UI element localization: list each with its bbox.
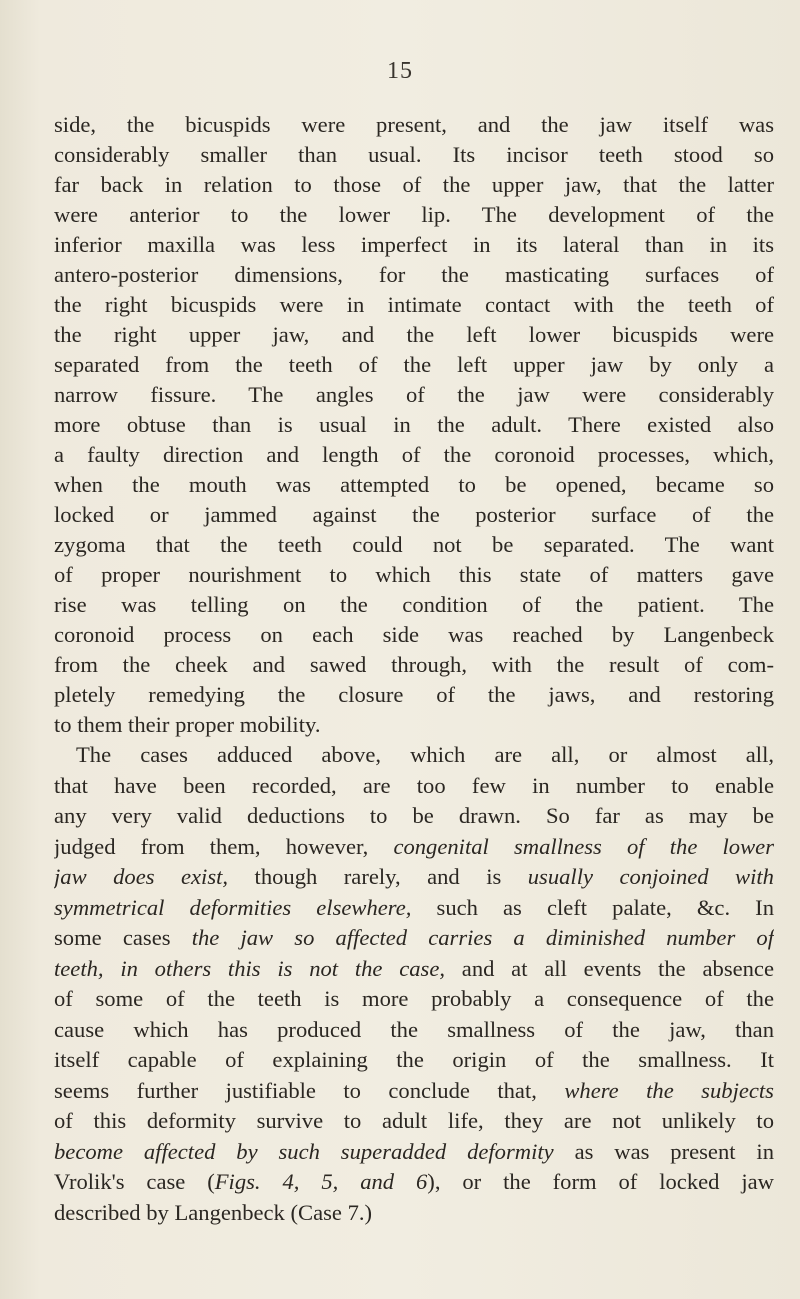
text-line — [54, 862, 774, 893]
text-run: Vrolik's case ( — [54, 1169, 215, 1194]
text-line: from the cheek and sawed through, with the result of com- — [54, 652, 774, 677]
text-line — [54, 832, 774, 863]
text-line: any very valid deductions to be drawn. So far as may be — [54, 803, 774, 828]
text-line: coronoid process on each side was reached by Langenbeck — [54, 622, 774, 647]
text-line — [54, 893, 774, 924]
text-line — [54, 923, 774, 954]
text-line: inferior maxilla was less imperfect in its lateral than in its — [54, 232, 774, 257]
text-line: when the mouth was attempted to be opened, became so — [54, 472, 774, 497]
text-run: seems further justifiable to conclude that, — [54, 1077, 565, 1103]
text-line: cause which has produced the smallness of the jaw, than — [54, 1016, 774, 1042]
text-line: more obtuse than is usual in the adult. There existed also — [54, 412, 774, 437]
paragraph-2 — [54, 740, 774, 1228]
text-line: itself capable of explaining the origin of the smallness. It — [54, 1047, 774, 1072]
text-run: and at all events the absence — [445, 955, 774, 981]
text-line: zygoma that the teeth could not be separated. The want — [54, 532, 774, 557]
italic-run: usually conjoined with — [527, 864, 774, 889]
paragraph-1 — [54, 110, 774, 740]
italic-run: the jaw so affected carries a diminished number of — [191, 925, 774, 950]
text-run: some cases — [54, 925, 192, 950]
italic-run: congenital smallness of the lower — [393, 833, 774, 859]
text-line: the right bicuspids were in intimate contact with the teeth of — [54, 292, 774, 317]
text-run: though rarely, and is — [228, 864, 528, 889]
text-line: The cases adduced above, which are all, or almost all, — [76, 742, 774, 767]
text-run: ), or the form of locked jaw — [427, 1169, 774, 1194]
italic-run: Figs. 4, 5, and 6 — [214, 1169, 428, 1194]
text-line: rise was telling on the condition of the patient. The — [54, 592, 774, 617]
text-line: far back in relation to those of the upper jaw, that the latter — [54, 172, 774, 197]
text-line: separated from the teeth of the left upper jaw by only a — [54, 352, 774, 377]
text-line — [54, 1076, 774, 1107]
page-number: 15 — [387, 58, 413, 84]
text-line: of proper nourishment to which this state of matters gave — [54, 562, 774, 587]
text-line: that have been recorded, are too few in number to enable — [54, 772, 774, 798]
italic-run: jaw does exist, — [54, 864, 229, 889]
text-line: the right upper jaw, and the left lower bicuspids were — [54, 322, 774, 347]
text-line: of this deformity survive to adult life, they are not unlikely to — [54, 1108, 774, 1133]
text-line — [54, 1167, 774, 1198]
text-line: antero-posterior dimensions, for the masticating surfaces of — [54, 262, 774, 287]
italic-run: teeth, in others this is not the case, — [54, 955, 446, 981]
text-line: described by Langenbeck (Case 7.) — [54, 1199, 373, 1225]
text-line: narrow fissure. The angles of the jaw were considerably — [54, 382, 774, 407]
italic-run: where the subjects — [564, 1077, 774, 1103]
text-line: side, the bicuspids were present, and the jaw itself was — [54, 112, 774, 137]
text-line: were anterior to the lower lip. The development of the — [54, 202, 774, 227]
text-line: a faulty direction and length of the coronoid processes, which, — [54, 442, 774, 467]
text-line: of some of the teeth is more probably a consequence of the — [54, 986, 774, 1011]
text-line: pletely remedying the closure of the jaws, and restoring — [54, 682, 774, 707]
body-text — [54, 110, 774, 1228]
text-run: as was present in — [553, 1138, 774, 1164]
text-line — [54, 1137, 774, 1168]
italic-run: symmetrical deformities elsewhere, — [54, 894, 412, 920]
text-line: considerably smaller than usual. Its incisor teeth stood so — [54, 142, 774, 167]
italic-run: become affected by such superadded deformity — [54, 1138, 554, 1164]
text-run: such as cleft palate, &c. In — [411, 894, 774, 920]
text-line: locked or jammed against the posterior surface of the — [54, 502, 774, 527]
text-line: to them their proper mobility. — [54, 712, 321, 737]
text-run: judged from them, however, — [54, 833, 394, 859]
text-line — [54, 954, 774, 985]
